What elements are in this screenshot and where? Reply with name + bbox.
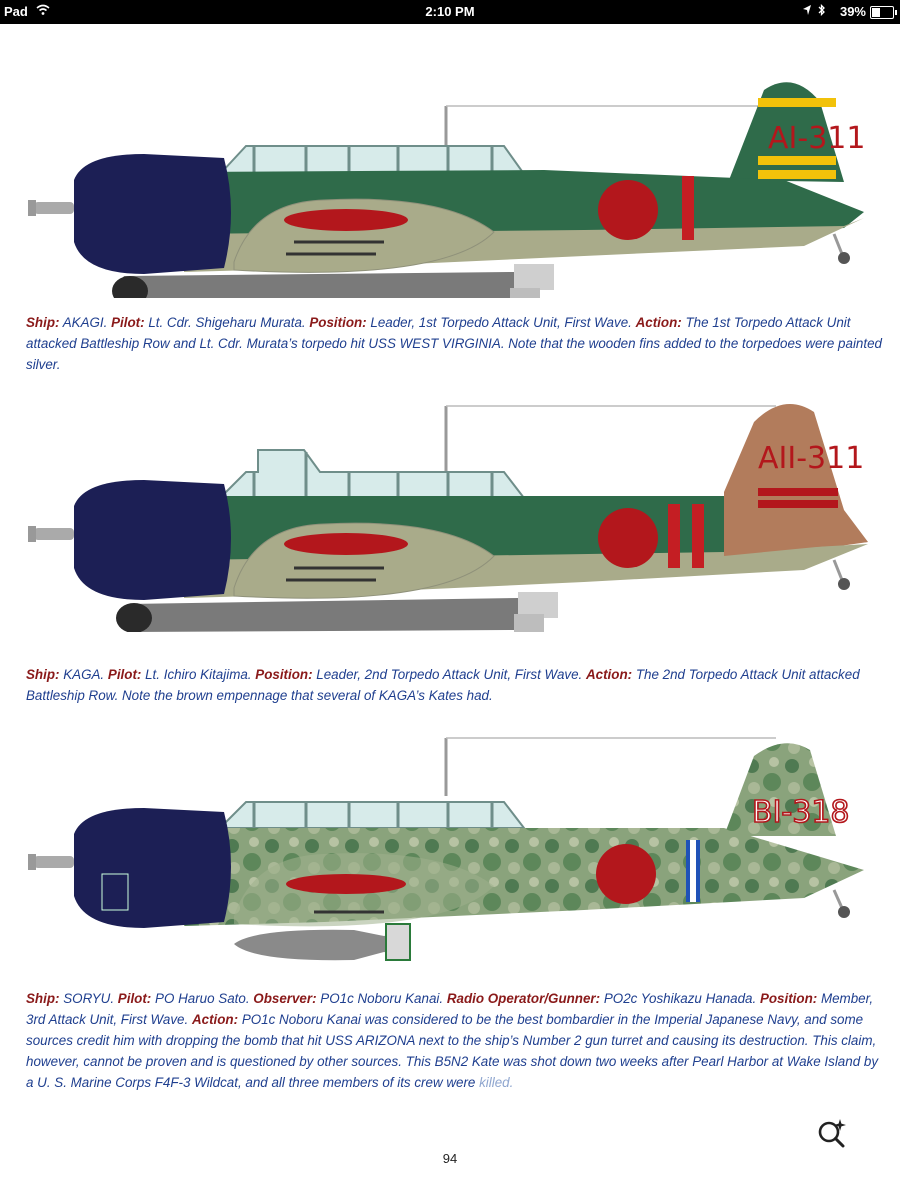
gunner-label: Radio Operator/Gunner: — [446, 991, 601, 1006]
position-label: Position: — [759, 991, 818, 1006]
status-bar — [0, 0, 900, 24]
clock: 2:10 PM — [425, 4, 475, 19]
pilot-label: Pilot: — [117, 991, 152, 1006]
action-label: Action: — [585, 667, 633, 682]
page-number: 94 — [442, 1151, 458, 1166]
pilot-value: Lt. Ichiro Kitajima. — [145, 667, 252, 682]
pilot-label: Pilot: — [111, 315, 145, 330]
ship-label: Ship: — [26, 315, 60, 330]
zoom-sparkle-icon[interactable] — [816, 1117, 848, 1149]
action-value: The 1st Torpedo Attack Unit attacked Battleship Row and Lt. Cdr. Murata’s torpedo hit USS WEST VIRGINIA. Note that the wooden fins added to the torpedoes were painted silver. — [26, 315, 882, 372]
battery-icon — [870, 6, 894, 19]
action-value: The 2nd Torpedo Attack Unit attacked Battleship Row. Note the brown empennage that several of KAGA’s Kates had. — [26, 667, 860, 703]
action-end: killed. — [479, 1075, 514, 1090]
battery-percent: 39% — [839, 4, 866, 19]
book-page — [4, 24, 896, 1199]
location-arrow-icon — [802, 4, 812, 19]
caption-kaga — [26, 664, 888, 706]
observer-value: PO1c Noboru Kanai. — [320, 991, 444, 1006]
ship-value: SORYU. — [63, 991, 115, 1006]
caption-akagi — [26, 312, 888, 375]
pilot-label: Pilot: — [107, 667, 142, 682]
ship-value: AKAGI. — [62, 315, 108, 330]
position-label: Position: — [309, 315, 367, 330]
aircraft-profile-soryu — [24, 716, 884, 966]
action-label: Action: — [191, 1012, 239, 1027]
ship-label: Ship: — [26, 667, 60, 682]
carrier-label: Pad — [4, 4, 28, 19]
tail-code: AI-311 — [768, 121, 866, 156]
pilot-value: Lt. Cdr. Shigeharu Murata. — [148, 315, 306, 330]
position-value: Leader, 2nd Torpedo Attack Unit, First Wave. — [316, 667, 583, 682]
ship-label: Ship: — [26, 991, 60, 1006]
aircraft-profile-kaga — [24, 392, 884, 632]
gunner-value: PO2c Yoshikazu Hanada. — [603, 991, 757, 1006]
ship-value: KAGA. — [63, 667, 105, 682]
tail-code: BI-318 — [752, 795, 850, 830]
pilot-value: PO Haruo Sato. — [155, 991, 250, 1006]
position-value: Member, 3rd Attack Unit, First Wave. — [26, 991, 874, 1027]
tail-code: AII-311 — [758, 441, 865, 476]
position-label: Position: — [255, 667, 313, 682]
bluetooth-icon — [818, 4, 826, 19]
action-value: PO1c Noboru Kanai was considered to be the best bombardier in the Imperial Japanese Navy, and some sources credit him with dropping the bomb that hit USS ARIZONA next to the ship’s Number 2 gun turret and causing its destruction. This claim, however, cannot be proven and is questioned by other sources. This B5N2 Kate was shot down two weeks after Pearl Harbor at Wake Island by a U. S. Marine Corps F4F-3 Wildcat, and all three members of its crew were — [26, 1012, 879, 1090]
action-label: Action: — [635, 315, 682, 330]
observer-label: Observer: — [253, 991, 317, 1006]
position-value: Leader, 1st Torpedo Attack Unit, First Wave. — [370, 315, 632, 330]
aircraft-profile-akagi — [24, 62, 884, 298]
caption-soryu — [26, 988, 888, 1093]
